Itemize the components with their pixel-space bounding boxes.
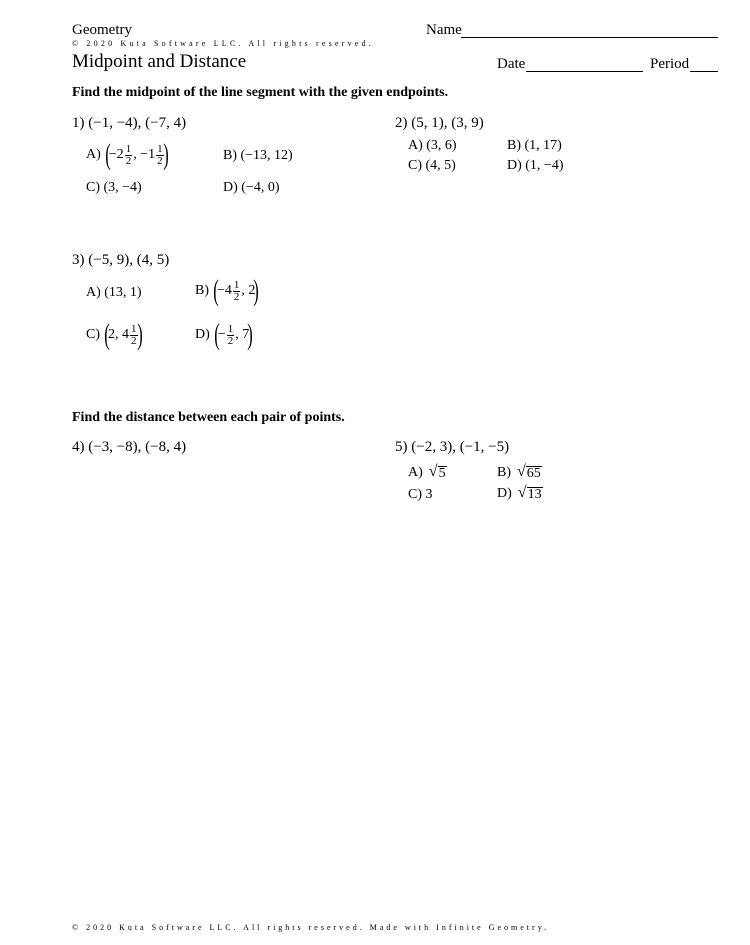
separator: , −1 (133, 147, 156, 162)
q1-option-a[interactable] (86, 140, 167, 170)
option-label: B) (497, 464, 511, 480)
denominator: 2 (233, 290, 240, 303)
denominator: 2 (157, 154, 163, 167)
radical-icon: √ (517, 484, 527, 501)
radicand: 65 (526, 466, 541, 481)
right-paren: ) (253, 274, 260, 307)
name-label: Name (426, 22, 462, 38)
radical-icon: √ (517, 463, 526, 480)
period-label: Period (650, 56, 690, 72)
section1-instruction: Find the midpoint of the line segment with the given endpoints. (72, 85, 449, 100)
square-root (518, 485, 543, 502)
q2-prompt: 2) (5, 1), (3, 9) (395, 115, 484, 131)
q3-option-d[interactable] (195, 320, 251, 350)
fraction-expression (213, 274, 260, 307)
q5-option-d[interactable] (497, 485, 543, 502)
q4-prompt: 4) (−3, −8), (−8, 4) (72, 439, 187, 455)
left-paren: ( (214, 318, 220, 351)
fraction (233, 280, 241, 303)
course-name: Geometry (72, 22, 132, 38)
q5-prompt: 5) (−2, 3), (−1, −5) (395, 439, 510, 455)
left-paren: ( (105, 138, 111, 171)
fraction-expression (106, 320, 141, 350)
head: − (217, 327, 226, 342)
left-paren: ( (104, 318, 110, 351)
left-paren: ( (213, 274, 219, 307)
q2-option-d[interactable]: D) (1, −4) (507, 158, 564, 173)
square-root (429, 464, 447, 481)
numerator: 1 (227, 322, 234, 335)
numerator: 1 (131, 322, 137, 335)
q3-option-b[interactable] (195, 274, 260, 307)
q3-option-c[interactable] (86, 320, 141, 350)
q2-option-a[interactable]: A) (3, 6) (408, 138, 457, 153)
option-label: A) (86, 147, 101, 162)
fraction (125, 144, 133, 167)
option-label: D) (497, 485, 512, 501)
q2-option-b[interactable]: B) (1, 17) (507, 138, 562, 153)
option-label: A) (408, 464, 423, 480)
right-paren: ) (136, 318, 143, 351)
q3-prompt: 3) (−5, 9), (4, 5) (72, 252, 170, 268)
option-label: D) (195, 327, 210, 342)
option-label: B) (195, 283, 209, 298)
radical-icon: √ (428, 463, 438, 480)
copyright-text: © 2020 Kuta Software LLC. All rights reserved. (72, 39, 374, 48)
whole-part: −4 (217, 283, 232, 298)
q1-option-d[interactable]: D) (−4, 0) (223, 180, 280, 195)
q5-option-c[interactable]: C) 3 (408, 487, 433, 502)
option-label: C) (86, 327, 100, 342)
square-root (517, 464, 542, 481)
denominator: 2 (227, 334, 234, 347)
radicand: 13 (527, 487, 542, 502)
footer-text: © 2020 Kuta Software LLC. All rights reserved. Made with Infinite Geometry. (72, 923, 550, 932)
q2-option-c[interactable]: C) (4, 5) (408, 158, 456, 173)
numerator: 1 (157, 142, 163, 155)
fraction-expression (216, 320, 251, 350)
worksheet-title: Midpoint and Distance (72, 51, 247, 72)
q1-option-c[interactable]: C) (3, −4) (86, 180, 142, 195)
q1-option-b[interactable]: B) (−13, 12) (223, 148, 293, 163)
numerator: 1 (233, 278, 240, 291)
period-field-line[interactable] (690, 71, 718, 72)
denominator: 2 (125, 154, 132, 167)
fraction (227, 324, 235, 347)
tail: , 2 (241, 283, 256, 298)
name-field-line[interactable] (461, 37, 718, 38)
whole-part: −2 (108, 147, 124, 162)
tail: , 7 (235, 327, 250, 342)
head: 2, 4 (108, 327, 129, 342)
right-paren: ) (247, 318, 253, 351)
numerator: 1 (125, 142, 132, 155)
date-label: Date (497, 56, 526, 72)
fraction-expression (107, 140, 167, 170)
date-field-line[interactable] (526, 71, 643, 72)
right-paren: ) (162, 138, 169, 171)
section2-instruction: Find the distance between each pair of points. (72, 410, 345, 425)
denominator: 2 (131, 334, 137, 347)
q1-prompt: 1) (−1, −4), (−7, 4) (72, 115, 187, 131)
q5-option-b[interactable] (497, 464, 542, 481)
q5-option-a[interactable] (408, 464, 447, 481)
q3-option-a[interactable]: A) (13, 1) (86, 285, 142, 300)
radicand: 5 (438, 466, 446, 481)
